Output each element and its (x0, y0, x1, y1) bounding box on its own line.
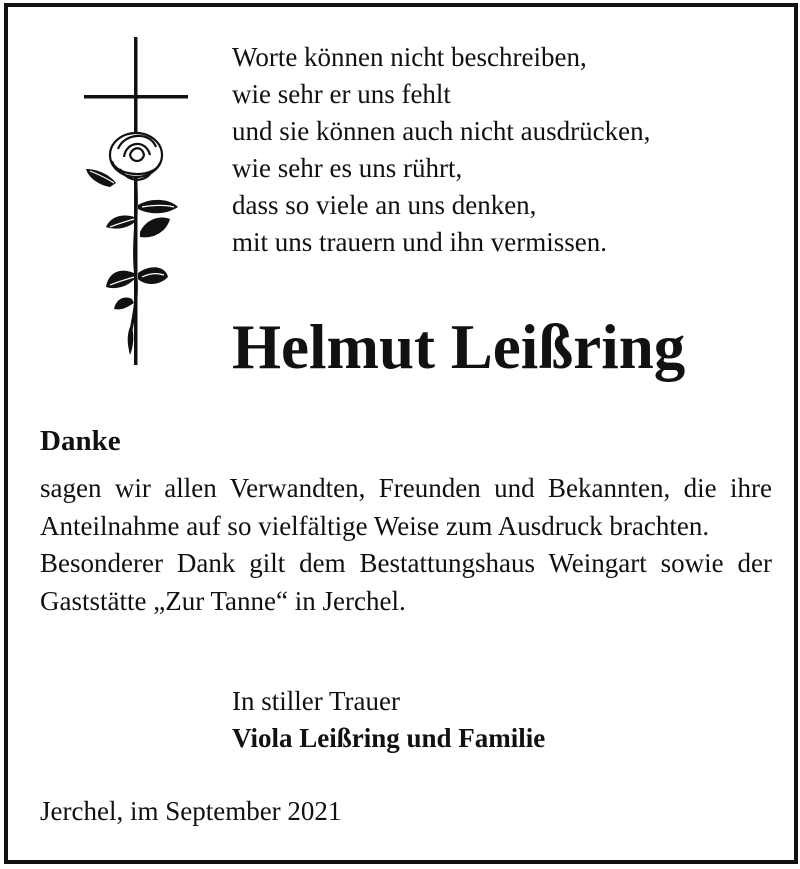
poem-line: wie sehr er uns fehlt (232, 79, 451, 109)
thanks-paragraph-1: sagen wir allen Verwandten, Freunden und Bekannten, die ihre Anteilnahme auf so vielfältige Weise zum Ausdruck brachten. (40, 473, 772, 541)
closing-block (232, 683, 545, 757)
notice-frame (4, 3, 798, 864)
deceased-name: Helmut Leißring (232, 312, 686, 382)
closing-line: In stiller Trauer (232, 686, 400, 716)
cross-with-rose-icon (80, 37, 200, 369)
poem-line: dass so viele an uns denken, (232, 190, 537, 220)
poem-line: und sie können auch nicht ausdrücken, (232, 116, 651, 146)
place-date: Jerchel, im September 2021 (40, 796, 342, 826)
poem-line: wie sehr es uns rührt, (232, 153, 463, 183)
thanks-paragraph-2: Besonderer Dank gilt dem Bestattungshaus Weingart sowie der Gaststätte „Zur Tanne“ in Jerchel. (40, 548, 772, 616)
thanks-heading: Danke (40, 425, 121, 457)
signed-by: Viola Leißring und Familie (232, 723, 546, 753)
poem-line: mit uns trauern und ihn vermissen. (232, 227, 607, 257)
poem-line: Worte können nicht beschreiben, (232, 42, 587, 72)
poem (232, 39, 772, 261)
thanks-body (40, 470, 772, 620)
